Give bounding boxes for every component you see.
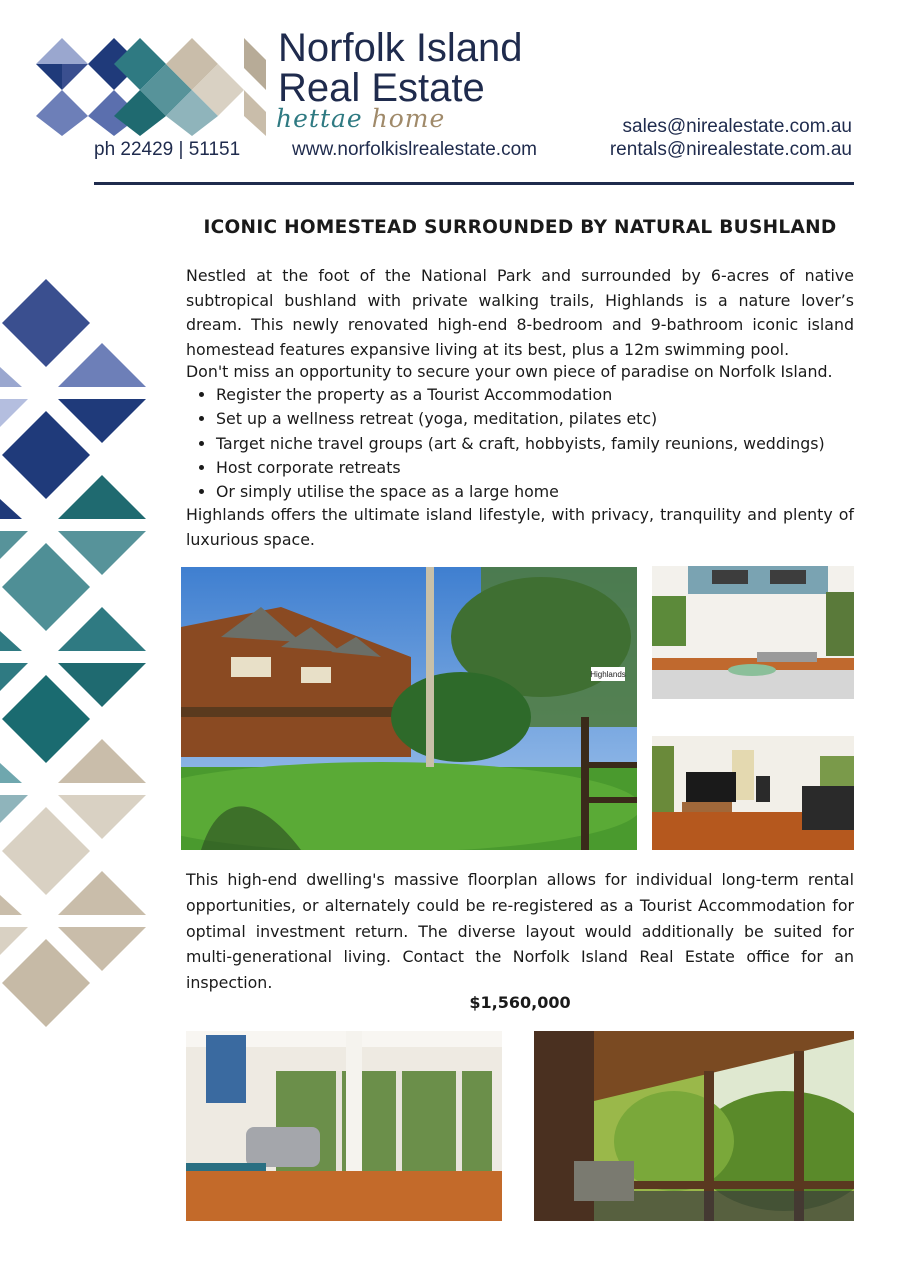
feature-item: • Host corporate retreats xyxy=(216,456,854,480)
exterior-sign-text: Highlands xyxy=(590,670,626,679)
header-divider xyxy=(94,182,854,185)
company-logo-mark xyxy=(36,38,266,136)
feature-item: • Target niche travel groups (art & craft, hobbyists, family reunions, weddings) xyxy=(216,432,854,456)
intro-call-to-action: Don't miss an opportunity to secure your own piece of paradise on Norfolk Island. xyxy=(186,362,833,381)
sitting-room-photo xyxy=(186,1031,502,1221)
feature-item: • Register the property as a Tourist Accommodation xyxy=(216,383,854,407)
company-tagline xyxy=(276,104,445,133)
sales-email-link[interactable]: sales@nirealestate.com.au xyxy=(622,116,852,137)
company-name-line1: Norfolk Island xyxy=(278,26,523,70)
lifestyle-paragraph: Highlands offers the ultimate island lifestyle, with privacy, tranquility and plenty of luxurious space. xyxy=(186,505,854,549)
feature-item: • Set up a wellness retreat (yoga, meditation, pilates etc) xyxy=(216,407,854,431)
tagline-part1: hettae xyxy=(276,104,363,133)
living-room-photo xyxy=(652,716,854,850)
website-link[interactable]: www.norfolkislrealestate.com xyxy=(292,139,537,160)
listing-price: $1,560,000 xyxy=(469,993,571,1012)
verandah-photo xyxy=(534,1031,854,1221)
listing-headline: ICONIC HOMESTEAD SURROUNDED BY NATURAL BUSHLAND xyxy=(203,217,837,238)
exterior-photo xyxy=(181,567,637,850)
description-paragraph: This high-end dwelling's massive floorplan allows for individual long-term rental opportunities, or alternately could be re-registered as a Tourist Accommodation for optimal investment return. The diverse layout would additionally be suited for multi-generational living. Contact the Norfolk Island Real Estate office for an inspection. xyxy=(186,870,854,993)
company-name xyxy=(278,28,523,108)
kitchen-photo xyxy=(652,566,854,699)
company-name-line2: Real Estate xyxy=(278,66,485,110)
phone-number: ph 22429 | 51151 xyxy=(94,139,241,160)
feature-item: • Or simply utilise the space as a large home xyxy=(216,480,854,504)
rentals-email-link[interactable]: rentals@nirealestate.com.au xyxy=(609,139,852,160)
side-diamond-pattern xyxy=(0,275,150,1055)
tagline-part2: home xyxy=(371,104,446,133)
feature-list xyxy=(186,383,854,504)
intro-paragraph: Nestled at the foot of the National Park and surrounded by 6-acres of native subtropical bushland with private walking trails, Highlands is a nature lover’s dream. This newly renovated high-end 8-bedroom and 9-bathroom iconic island homestead features expansive living at its best, plus a 12m swimming pool. xyxy=(186,266,854,359)
